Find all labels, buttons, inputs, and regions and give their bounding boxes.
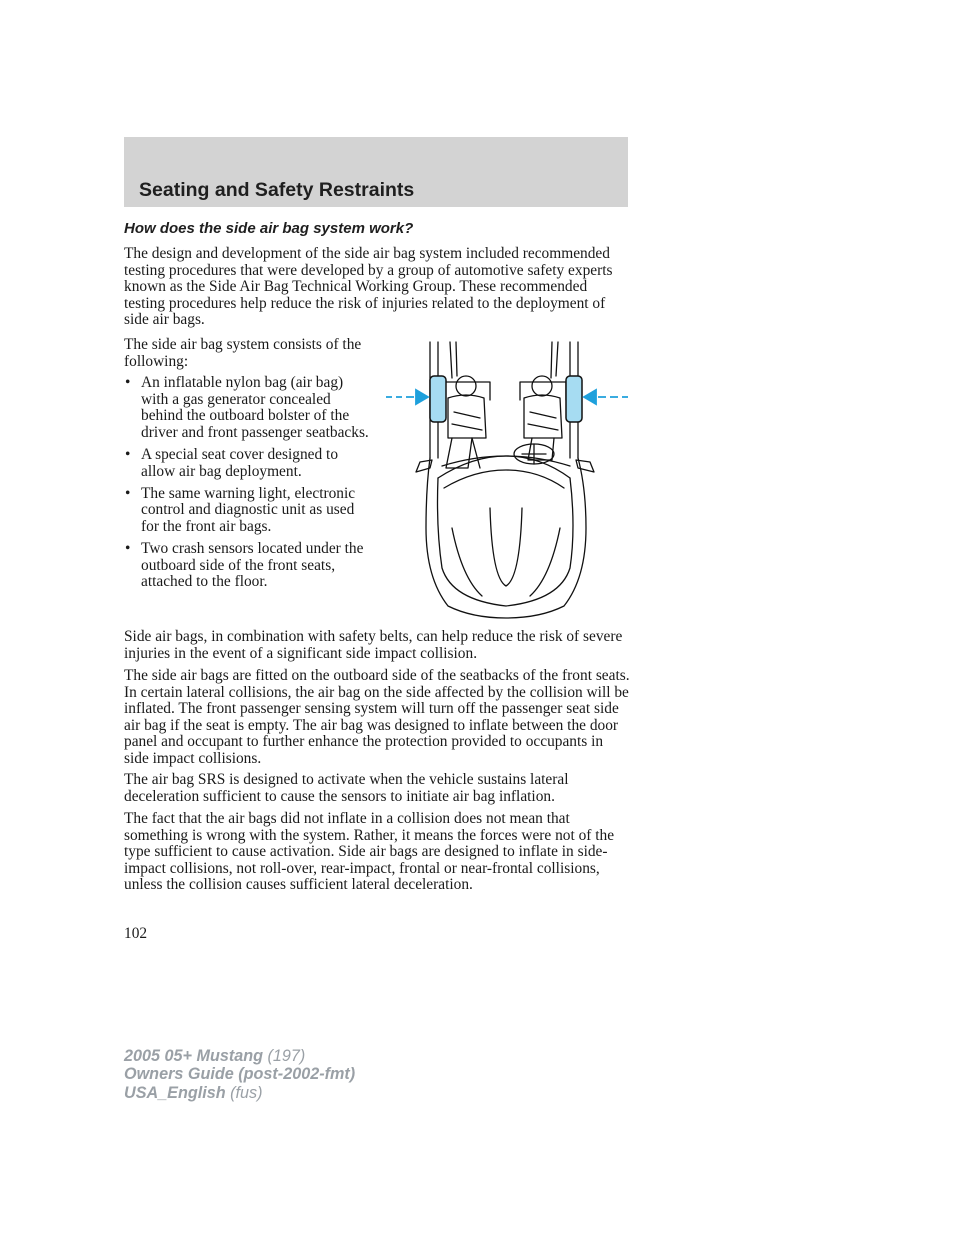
paragraph-fitted: The side air bags are fitted on the outboard side of the seatbacks of the front seats. In certain lateral collisions, the air bag on the side affected by the collision will be inflated. The front passenger sensing system will turn off the passenger seat side air bag if the seat is empty. The air bag was designed to inflate between the door panel and occupant to further enhance the protection provided to occupants in side impact collisions. <box>124 667 630 767</box>
page-number: 102 <box>124 925 148 942</box>
bullet-icon: • <box>125 484 131 502</box>
right-impact-arrow-icon <box>584 390 596 404</box>
section-title: Seating and Safety Restraints <box>139 179 415 201</box>
paragraph-intro: The design and development of the side air bag system included recommended testing procedures that were developed by a group of automotive safety experts known as the Side Air Bag Technical Working Group. These recommended testing procedures help reduce the risk of injuries related to the deployment of side air bags. <box>124 245 613 329</box>
side-airbag-illustration <box>382 338 630 620</box>
paragraph-consists: The side air bag system consists of the following: <box>124 336 362 370</box>
bullet-icon: • <box>125 540 131 558</box>
bullet-icon: • <box>125 374 131 391</box>
left-airbag <box>430 376 446 422</box>
paragraph-srs: The air bag SRS is designed to activate when the vehicle sustains lateral deceleration sufficient to cause the sensors to initiate air bag inflation. <box>124 771 569 805</box>
document-footer: 2005 05+ Mustang (197) Owners Guide (post-2002-fmt) USA_English (fus) <box>124 1047 356 1102</box>
list-item: • Two crash sensors located under the outboard side of the front seats, attached to the floor. <box>125 540 364 591</box>
list-item: • A special seat cover designed to allow air bag deployment. <box>125 445 339 480</box>
list-item: • The same warning light, electronic control and diagnostic unit as used for the front air bags. <box>125 484 356 535</box>
subheading: How does the side air bag system work? <box>124 220 414 237</box>
component-list <box>124 375 374 597</box>
list-item: • An inflatable nylon bag (air bag) with a gas generator concealed behind the outboard bolster of the driver and front passenger seatbacks. <box>125 374 369 441</box>
paragraph-fact: The fact that the air bags did not inflate in a collision does not mean that something is wrong with the system. Rather, it means the forces were not of the type sufficient to cause activation. Side air bags are designed to inflate in side-impact collisions, not roll-over, rear-impact, frontal or near-frontal collisions, unless the collision causes sufficient lateral deceleration. <box>124 810 615 894</box>
right-airbag <box>566 376 582 422</box>
bullet-icon: • <box>125 445 131 463</box>
paragraph-combination: Side air bags, in combination with safety belts, can help reduce the risk of severe injuries in the event of a significant side impact collision. <box>124 628 623 662</box>
left-impact-arrow-icon <box>416 390 428 404</box>
